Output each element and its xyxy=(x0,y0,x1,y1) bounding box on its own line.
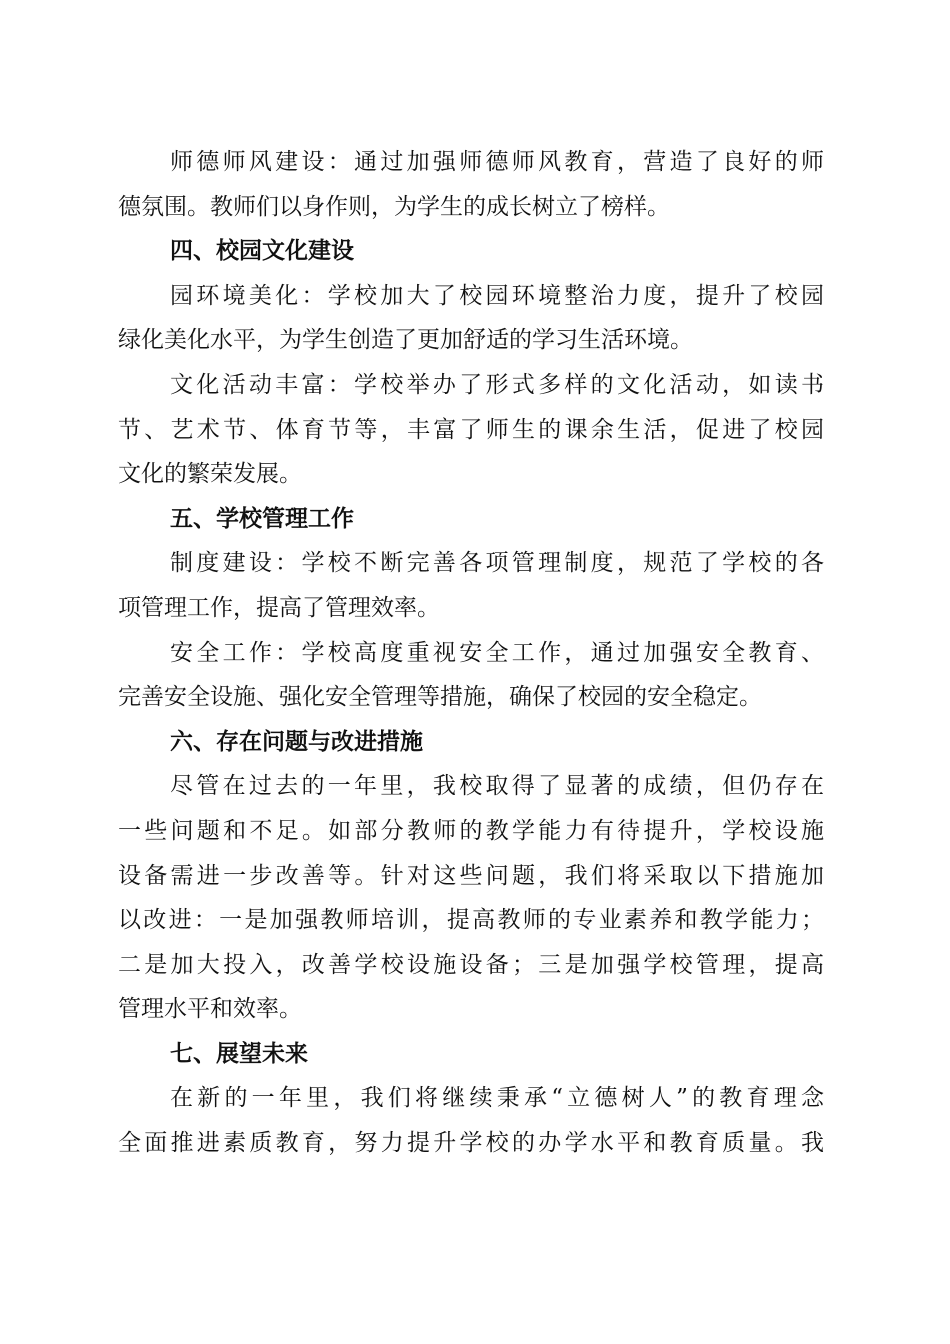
text-line: 园环境美化：学校加大了校园环境整治力度，提升了校园 xyxy=(170,282,824,309)
text-line: 制度建设：学校不断完善各项管理制度，规范了学校的各 xyxy=(170,550,824,577)
paragraph xyxy=(118,1076,824,1165)
text-line: 四、校园文化建设 xyxy=(170,238,354,265)
paragraph xyxy=(118,541,824,630)
text-line: 在新的一年里，我们将继续秉承“立德树人”的教育理念 xyxy=(170,1085,824,1112)
section-heading xyxy=(118,497,824,542)
text-line: 五、学校管理工作 xyxy=(170,505,354,532)
text-line: 文化活动丰富：学校举办了形式多样的文化活动，如读书 xyxy=(170,371,824,398)
text-line: 七、展望未来 xyxy=(170,1040,308,1067)
text-line: 管理水平和效率。 xyxy=(118,996,302,1023)
text-line: 安全工作：学校高度重视安全工作，通过加强安全教育、 xyxy=(170,639,824,666)
text-line: 一些问题和不足。如部分教师的教学能力有待提升，学校设施 xyxy=(118,817,824,844)
section-heading xyxy=(118,1032,824,1077)
paragraph xyxy=(118,363,824,497)
text-line: 德氛围。教师们以身作则，为学生的成长树立了榜样。 xyxy=(118,193,670,220)
paragraph xyxy=(118,140,824,229)
document-page xyxy=(118,140,824,1166)
section-heading xyxy=(118,229,824,274)
text-line: 文化的繁荣发展。 xyxy=(118,461,302,488)
text-line: 尽管在过去的一年里，我校取得了显著的成绩，但仍存在 xyxy=(170,773,824,800)
text-line: 全面推进素质教育，努力提升学校的办学水平和教育质量。我 xyxy=(118,1130,824,1157)
paragraph xyxy=(118,764,824,1032)
text-line: 以改进：一是加强教师培训，提高教师的专业素养和教学能力； xyxy=(118,907,824,934)
text-line: 设备需进一步改善等。针对这些问题，我们将采取以下措施加 xyxy=(118,862,824,889)
text-line: 完善安全设施、强化安全管理等措施，确保了校园的安全稳定。 xyxy=(118,684,762,711)
text-line: 六、存在问题与改进措施 xyxy=(170,728,423,755)
text-line: 节、艺术节、体育节等，丰富了师生的课余生活，促进了校园 xyxy=(118,416,824,443)
paragraph xyxy=(118,631,824,720)
text-line: 绿化美化水平，为学生创造了更加舒适的学习生活环境。 xyxy=(118,327,693,354)
paragraph xyxy=(118,274,824,363)
text-line: 项管理工作，提高了管理效率。 xyxy=(118,594,440,621)
text-line: 二是加大投入，改善学校设施设备；三是加强学校管理，提高 xyxy=(118,951,824,978)
section-heading xyxy=(118,720,824,765)
text-line: 师德师风建设：通过加强师德师风教育，营造了良好的师 xyxy=(170,149,824,175)
